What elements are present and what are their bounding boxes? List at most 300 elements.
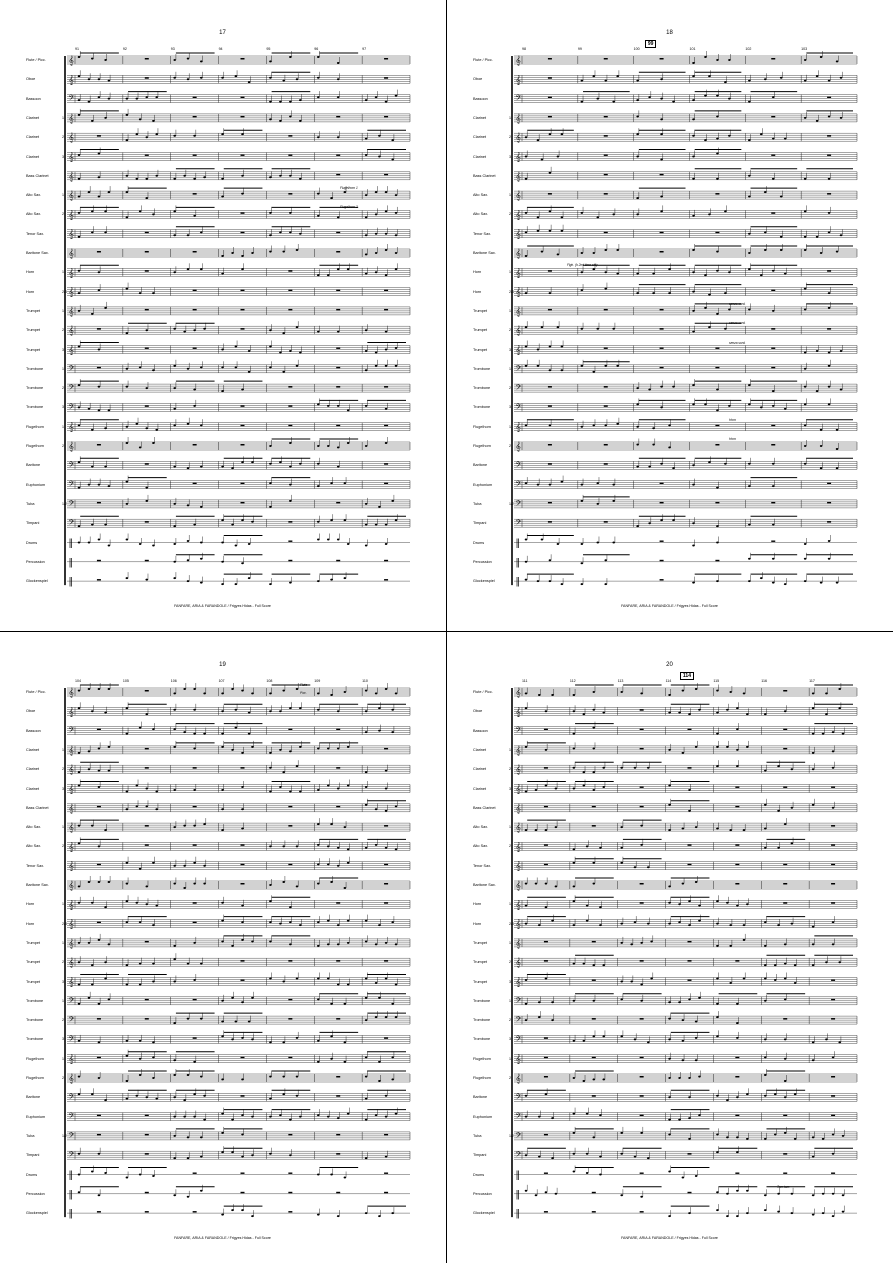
rest-mark bbox=[97, 922, 101, 923]
note-head bbox=[104, 466, 107, 468]
note-head bbox=[241, 921, 244, 923]
clef-icon: 𝄞 bbox=[68, 287, 74, 298]
note-head bbox=[327, 920, 330, 922]
note-head bbox=[221, 829, 224, 831]
note-head bbox=[832, 1153, 835, 1155]
note-head bbox=[78, 1191, 81, 1193]
clef-icon: 𝄞 bbox=[515, 958, 521, 969]
instrument-label: Flugelhorn bbox=[26, 1056, 44, 1061]
instrument-label: Alto Sax. bbox=[26, 193, 42, 198]
note-head bbox=[269, 463, 272, 465]
note-head bbox=[549, 580, 552, 582]
rest-mark bbox=[660, 579, 664, 580]
note-head bbox=[784, 1038, 787, 1040]
note-head bbox=[525, 255, 528, 257]
note-head bbox=[561, 216, 564, 218]
note-head bbox=[743, 924, 746, 926]
note-head bbox=[385, 770, 388, 772]
staff bbox=[67, 1204, 410, 1219]
note-head bbox=[78, 270, 81, 272]
note-head bbox=[299, 99, 302, 101]
note-head bbox=[337, 62, 340, 64]
note-head bbox=[647, 1157, 650, 1159]
note-head bbox=[221, 390, 224, 392]
note-head bbox=[748, 485, 751, 487]
note-head bbox=[221, 1214, 224, 1216]
note-head bbox=[289, 943, 292, 945]
note-head bbox=[692, 582, 695, 584]
note-head bbox=[378, 1215, 381, 1217]
rest-mark bbox=[715, 502, 719, 503]
note-head bbox=[840, 77, 843, 79]
rest-mark bbox=[783, 690, 787, 691]
note-head bbox=[695, 1175, 698, 1177]
note-head bbox=[764, 1074, 767, 1076]
note-head bbox=[221, 466, 224, 468]
note-head bbox=[557, 543, 560, 545]
rest-mark bbox=[384, 902, 388, 903]
instrument-number: 2 bbox=[62, 386, 64, 391]
bar-number: 106 bbox=[170, 679, 177, 683]
note-head bbox=[279, 1114, 282, 1116]
rest-mark bbox=[735, 806, 739, 807]
note-head bbox=[816, 120, 819, 122]
note-head bbox=[764, 191, 767, 193]
note-head bbox=[604, 271, 607, 273]
rest-mark bbox=[592, 825, 596, 826]
staff bbox=[514, 1030, 857, 1045]
note-head bbox=[193, 709, 196, 711]
rest-mark bbox=[827, 97, 831, 98]
note-head bbox=[241, 461, 244, 463]
note-head bbox=[678, 921, 681, 923]
note-head bbox=[794, 982, 797, 984]
rest-mark bbox=[735, 883, 739, 884]
note-head bbox=[296, 765, 299, 767]
note-head bbox=[812, 1214, 815, 1216]
instrument-number: 1 bbox=[509, 366, 511, 371]
note-head bbox=[688, 900, 691, 902]
note-head bbox=[716, 115, 719, 117]
note-head bbox=[736, 1136, 739, 1138]
note-head bbox=[728, 59, 731, 61]
staff bbox=[67, 876, 410, 891]
note-head bbox=[296, 688, 299, 690]
note-head bbox=[337, 331, 340, 333]
rest-mark bbox=[336, 1095, 340, 1096]
note-head bbox=[748, 524, 751, 526]
note-head bbox=[365, 1157, 368, 1159]
note-head bbox=[173, 709, 176, 711]
note-head bbox=[221, 178, 224, 180]
note-head bbox=[592, 883, 595, 885]
note-head bbox=[812, 707, 815, 709]
note-head bbox=[203, 1119, 206, 1121]
note-head bbox=[692, 310, 695, 312]
clef-icon: 𝄢 bbox=[515, 1112, 522, 1123]
staff bbox=[514, 70, 857, 85]
note-head bbox=[317, 485, 320, 487]
note-head bbox=[173, 466, 176, 468]
note-head bbox=[708, 461, 711, 463]
note-head bbox=[760, 133, 763, 135]
note-head bbox=[187, 467, 190, 469]
note-head bbox=[828, 292, 831, 294]
clef-icon: 𝄞 bbox=[515, 229, 521, 240]
rest-mark bbox=[145, 1115, 149, 1116]
rest-mark bbox=[384, 116, 388, 117]
rest-mark bbox=[548, 521, 552, 522]
note-head bbox=[365, 216, 368, 218]
note-head bbox=[583, 1080, 586, 1082]
note-head bbox=[289, 906, 292, 908]
note-head bbox=[678, 712, 681, 714]
instrument-label: Horn bbox=[26, 289, 35, 294]
note-head bbox=[88, 542, 91, 544]
note-head bbox=[592, 1136, 595, 1138]
clef-icon: 𝄞 bbox=[68, 919, 74, 930]
note-head bbox=[791, 923, 794, 925]
note-head bbox=[828, 231, 831, 233]
rest-mark bbox=[604, 386, 608, 387]
note-head bbox=[279, 786, 282, 788]
note-head bbox=[221, 1132, 224, 1134]
note-head bbox=[289, 582, 292, 584]
instrument-number: 1 bbox=[62, 308, 64, 313]
note-head bbox=[299, 120, 302, 122]
note-head bbox=[365, 234, 368, 236]
note-head bbox=[636, 525, 639, 527]
note-head bbox=[716, 690, 719, 692]
note-head bbox=[365, 997, 368, 999]
note-head bbox=[586, 905, 589, 907]
instrument-label: Flute / Picc. bbox=[473, 690, 493, 694]
instrument-number: 1/2 bbox=[509, 501, 514, 506]
note-head bbox=[836, 61, 839, 63]
note-head bbox=[269, 212, 272, 214]
note-head bbox=[251, 693, 254, 695]
note-head bbox=[173, 981, 176, 983]
note-head bbox=[660, 98, 663, 100]
note-head bbox=[78, 236, 81, 238]
clef-icon: ‖ bbox=[68, 1189, 73, 1200]
note-head bbox=[344, 887, 347, 889]
note-head bbox=[289, 175, 292, 177]
instrument-number: 2/3 bbox=[62, 921, 67, 926]
instrument-number: 2/3 bbox=[509, 921, 514, 926]
note-head bbox=[545, 883, 548, 885]
rest-mark bbox=[548, 386, 552, 387]
rest-mark bbox=[831, 1076, 835, 1077]
note-head bbox=[231, 467, 234, 469]
note-head bbox=[636, 292, 639, 294]
note-head bbox=[395, 212, 398, 214]
instrument-label: Clarinet bbox=[26, 135, 40, 140]
note-head bbox=[838, 707, 841, 709]
rest-mark bbox=[660, 560, 664, 561]
rest-mark bbox=[735, 1076, 739, 1077]
note-head bbox=[365, 273, 368, 275]
note-head bbox=[173, 135, 176, 137]
note-head bbox=[760, 274, 763, 276]
note-head bbox=[98, 1041, 101, 1043]
staff bbox=[67, 915, 410, 930]
note-head bbox=[78, 99, 81, 101]
note-head bbox=[365, 1098, 368, 1100]
note-head bbox=[688, 998, 691, 1000]
note-head bbox=[537, 139, 540, 141]
rest-mark bbox=[241, 405, 245, 406]
note-head bbox=[317, 1214, 320, 1216]
bar-number: 117 bbox=[809, 679, 815, 683]
note-head bbox=[525, 1019, 528, 1021]
rest-mark bbox=[145, 251, 149, 252]
instrument-number: 3 bbox=[62, 1037, 64, 1042]
note-head bbox=[108, 191, 111, 193]
note-head bbox=[828, 178, 831, 180]
score-annotation: Tam-tam bbox=[777, 1184, 790, 1189]
note-head bbox=[780, 249, 783, 251]
note-head bbox=[187, 963, 190, 965]
note-head bbox=[88, 750, 91, 752]
note-head bbox=[724, 210, 727, 212]
rest-mark bbox=[241, 767, 245, 768]
note-head bbox=[248, 733, 251, 735]
note-head bbox=[391, 1212, 394, 1214]
rest-mark bbox=[771, 502, 775, 503]
note-head bbox=[525, 979, 528, 981]
rest-mark bbox=[193, 348, 197, 349]
note-head bbox=[716, 1133, 719, 1135]
note-head bbox=[173, 271, 176, 273]
note-head bbox=[724, 463, 727, 465]
note-head bbox=[337, 747, 340, 749]
note-head bbox=[299, 924, 302, 926]
instrument-label: Euphonium bbox=[26, 1114, 46, 1119]
note-head bbox=[555, 886, 558, 888]
rest-mark bbox=[288, 541, 292, 542]
note-head bbox=[688, 713, 691, 715]
note-head bbox=[537, 580, 540, 582]
rest-mark bbox=[771, 155, 775, 156]
score-annotation: Flgh. (h.2nd time only bbox=[567, 263, 598, 268]
rest-mark bbox=[241, 483, 245, 484]
note-head bbox=[269, 1116, 272, 1118]
note-head bbox=[391, 921, 394, 923]
note-head bbox=[231, 1038, 234, 1040]
rest-mark bbox=[831, 787, 835, 788]
rest-mark bbox=[384, 825, 388, 826]
note-head bbox=[688, 1212, 691, 1214]
note-head bbox=[269, 445, 272, 447]
note-head bbox=[581, 562, 584, 564]
instrument-label: Trumpet bbox=[26, 960, 40, 965]
note-head bbox=[748, 384, 751, 386]
note-head bbox=[145, 136, 148, 138]
rest-mark bbox=[544, 1211, 548, 1212]
note-head bbox=[91, 964, 94, 966]
note-head bbox=[828, 558, 831, 560]
staff bbox=[514, 818, 857, 833]
note-head bbox=[347, 1113, 350, 1115]
instrument-number: 2 bbox=[62, 960, 64, 965]
note-head bbox=[78, 178, 81, 180]
staff bbox=[514, 876, 857, 891]
note-head bbox=[187, 1196, 190, 1198]
note-head bbox=[620, 862, 623, 864]
instrument-number: 1 bbox=[62, 902, 64, 907]
note-head bbox=[764, 1038, 767, 1040]
note-head bbox=[193, 979, 196, 981]
staff bbox=[67, 1088, 410, 1103]
staff bbox=[67, 973, 410, 988]
rest-mark bbox=[771, 444, 775, 445]
note-head bbox=[634, 767, 637, 769]
note-head bbox=[126, 139, 129, 141]
clef-icon: 𝄞 bbox=[68, 133, 74, 144]
note-head bbox=[145, 197, 148, 199]
rest-mark bbox=[145, 999, 149, 1000]
note-head bbox=[282, 1041, 285, 1043]
note-head bbox=[748, 580, 751, 582]
rest-mark bbox=[145, 1192, 149, 1193]
rest-mark bbox=[384, 77, 388, 78]
note-head bbox=[91, 466, 94, 468]
instrument-label: Trombone bbox=[26, 366, 44, 371]
clef-icon: 𝄞 bbox=[515, 345, 521, 356]
instrument-label: Trombone bbox=[473, 998, 491, 1003]
note-head bbox=[716, 153, 719, 155]
rest-mark bbox=[193, 483, 197, 484]
note-head bbox=[647, 923, 650, 925]
note-head bbox=[385, 1156, 388, 1158]
note-head bbox=[672, 467, 675, 469]
note-head bbox=[557, 156, 560, 158]
score-annotation: Horn bbox=[729, 417, 736, 422]
note-head bbox=[221, 789, 224, 791]
note-head bbox=[193, 825, 196, 827]
note-head bbox=[173, 577, 176, 579]
note-head bbox=[221, 733, 224, 735]
rest-mark bbox=[145, 941, 149, 942]
note-head bbox=[549, 424, 552, 426]
note-head bbox=[804, 352, 807, 354]
note-head bbox=[695, 881, 698, 883]
note-head bbox=[668, 1058, 671, 1060]
clef-icon: 𝄢 bbox=[515, 499, 522, 510]
note-head bbox=[828, 540, 831, 542]
note-head bbox=[330, 197, 333, 199]
rest-mark bbox=[640, 1211, 644, 1212]
note-head bbox=[391, 1056, 394, 1058]
rest-mark bbox=[336, 232, 340, 233]
rest-mark bbox=[336, 1192, 340, 1193]
note-head bbox=[337, 943, 340, 945]
note-head bbox=[804, 558, 807, 560]
note-head bbox=[152, 120, 155, 122]
staff bbox=[67, 418, 410, 433]
note-head bbox=[365, 1212, 368, 1214]
note-head bbox=[586, 1153, 589, 1155]
clef-icon: ‖ bbox=[68, 1209, 73, 1220]
instrument-number: 1 bbox=[62, 193, 64, 198]
note-head bbox=[145, 805, 148, 807]
note-head bbox=[152, 369, 155, 371]
note-head bbox=[193, 789, 196, 791]
staff bbox=[67, 398, 410, 413]
note-head bbox=[573, 767, 576, 769]
staff bbox=[67, 702, 410, 717]
note-head bbox=[203, 693, 206, 695]
note-head bbox=[289, 101, 292, 103]
note-head bbox=[203, 865, 206, 867]
staff bbox=[67, 128, 410, 143]
note-head bbox=[825, 1038, 828, 1040]
note-head bbox=[736, 1151, 739, 1153]
note-head bbox=[78, 886, 81, 888]
instrument-number: 1 bbox=[509, 308, 511, 313]
note-head bbox=[375, 213, 378, 215]
note-head bbox=[78, 292, 81, 294]
staff bbox=[67, 109, 410, 124]
note-head bbox=[347, 442, 350, 444]
clef-icon: 𝄞 bbox=[68, 152, 74, 163]
note-head bbox=[561, 481, 564, 483]
note-head bbox=[187, 540, 190, 542]
note-head bbox=[640, 942, 643, 944]
staff bbox=[67, 51, 410, 66]
note-head bbox=[549, 369, 552, 371]
note-head bbox=[248, 371, 251, 373]
staff bbox=[514, 148, 857, 163]
note-head bbox=[772, 582, 775, 584]
note-head bbox=[200, 77, 203, 79]
rest-mark bbox=[640, 1076, 644, 1077]
staff bbox=[514, 321, 857, 336]
instrument-number: 1 bbox=[62, 1056, 64, 1061]
clef-icon: 𝄞 bbox=[515, 842, 521, 853]
rest-mark bbox=[145, 1153, 149, 1154]
note-head bbox=[804, 249, 807, 251]
note-head bbox=[200, 1190, 203, 1192]
instrument-label: Flute / Picc. bbox=[473, 58, 493, 62]
clef-icon: 𝄞 bbox=[68, 803, 74, 814]
note-head bbox=[289, 212, 292, 214]
note-head bbox=[251, 1154, 254, 1156]
note-head bbox=[812, 926, 815, 928]
note-head bbox=[391, 1003, 394, 1005]
rest-mark bbox=[288, 864, 292, 865]
clef-icon: 𝄞 bbox=[515, 422, 521, 433]
note-head bbox=[98, 770, 101, 772]
note-head bbox=[269, 1076, 272, 1078]
note-head bbox=[231, 945, 234, 947]
note-head bbox=[296, 326, 299, 328]
note-head bbox=[152, 1077, 155, 1079]
note-head bbox=[774, 979, 777, 981]
note-head bbox=[660, 78, 663, 80]
note-head bbox=[200, 558, 203, 560]
rest-mark bbox=[241, 232, 245, 233]
rest-mark bbox=[640, 806, 644, 807]
instrument-number: 2 bbox=[62, 135, 64, 140]
note-head bbox=[365, 940, 368, 942]
note-head bbox=[704, 95, 707, 97]
note-head bbox=[78, 1174, 81, 1176]
rest-mark bbox=[145, 844, 149, 845]
note-head bbox=[78, 75, 81, 77]
note-head bbox=[200, 231, 203, 233]
